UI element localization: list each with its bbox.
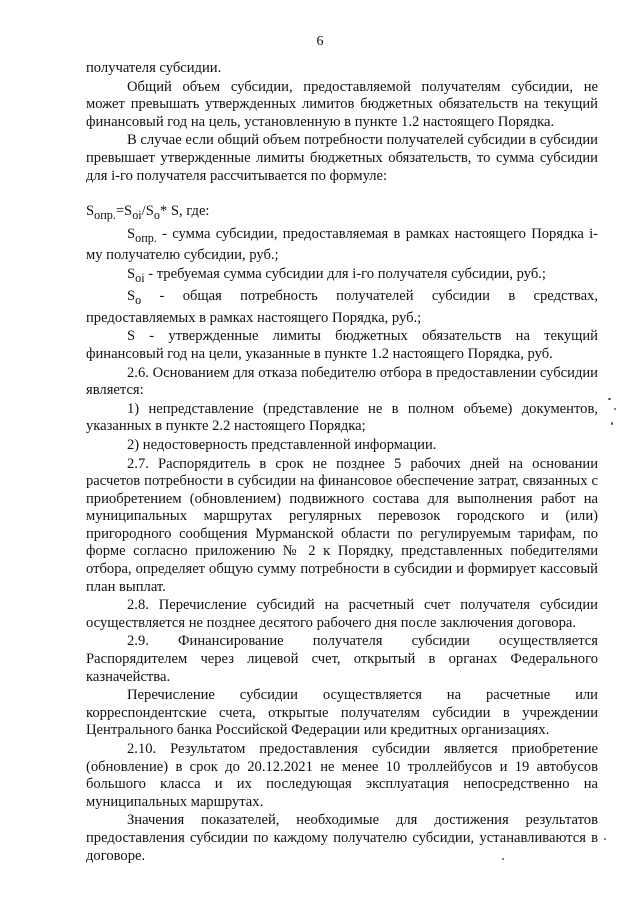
paragraph-2-9: 2.9. Финансирование получателя субсидии осуществляется Распорядителем через лицевой счет, открытый в органах Федерального казначейства. [86,633,598,685]
scan-speck [614,408,616,410]
paragraph-2-6: 2.6. Основанием для отказа победителю отбора в предоставлении субсидии является: [86,364,598,399]
scan-speck [611,422,613,425]
paragraph-2-6-item-2: 2) недостоверность представленной информации. [127,436,437,453]
scan-speck [608,398,611,400]
definition-s-opr: $S_{опр.}$ - сумма субсидии, предоставляемая в рамках настоящего Порядка i-му получателю субсидии, руб.; [86,225,598,264]
paragraph-2-9-transfer: Перечисление субсидии осуществляется на расчетные или корреспондентские счета, открытые получателям субсидии в учреждении Центрального банка Российской Федерации или кредитных организациях. [86,687,598,739]
definition-s-oi: $S_{oi}$ - требуемая сумма субсидии для i-го получателя субсидии, руб.; [127,265,546,285]
document-body [86,60,598,866]
scan-speck [502,858,504,860]
paragraph-continuation: получателя субсидии. [86,60,222,76]
paragraph-indicators: Значения показателей, необходимые для достижения результатов предоставления субсидии по каждому получателю субсидии, устанавливаются в договоре. [86,812,598,864]
spacer [86,186,598,203]
page-number: 6 [316,34,324,49]
paragraph-2-8: 2.8. Перечисление субсидий на расчетный счет получателя субсидии осуществляется не позднее десятого рабочего дня после заключения договора. [86,597,598,631]
formula: $S_{опр.}=S_{oi}/S_o*$ S, где: [86,203,210,223]
definition-s-o: $S_o$ - общая потребность получателей субсидии в средствах, предоставляемых в рамках настоящего Порядка, руб.; [86,288,598,326]
paragraph-2-7: 2.7. Распорядитель в срок не позднее 5 рабочих дней на основании расчетов потребности в субсидии на финансовое обеспечение затрат, связанных с приобретением (обновлением) подвижного состава для выполнения работ на муниципальных маршрутах регулярных перевозок городского и (или) пригородного сообщения Мурманской области по регулируемым тарифам, по форме согласно приложению № 2 к Порядку, представленных победителями отбора, определяет общую сумму потребности в субсидии и формирует кассовый план выплат. [86,455,598,595]
paragraph-2-6-item-1: 1) непредставление (представление не в полном объеме) документов, указанных в пункте 2.2 настоящего Порядка; [86,400,598,435]
paragraph-2-10: 2.10. Результатом предоставления субсидии является приобретение (обновление) в срок до 20.12.2021 не менее 10 троллейбусов и 19 автобусов большого класса и их последующая эксплуатация непосредственно на муниципальных маршрутах. [86,741,598,810]
definition-s: S - утвержденные лимиты бюджетных обязательств на текущий финансовый год на цели, указанные в пункте 1.2 настоящего Порядка, руб. [86,328,598,362]
scan-speck [604,838,606,840]
paragraph-total-volume: Общий объем субсидии, предоставляемой получателям субсидии, не может превышать утвержденных лимитов бюджетных обязательств на текущий финансовый год на цель, установленную в пункте 1.2 настоящего Порядка. [86,78,598,130]
paragraph-excess-case: В случае если общий объем потребности получателей субсидии в субсидии превышает утвержденные лимиты бюджетных обязательств, то сумма субсидии для i-го получателя рассчитывается по формуле: [86,132,598,184]
